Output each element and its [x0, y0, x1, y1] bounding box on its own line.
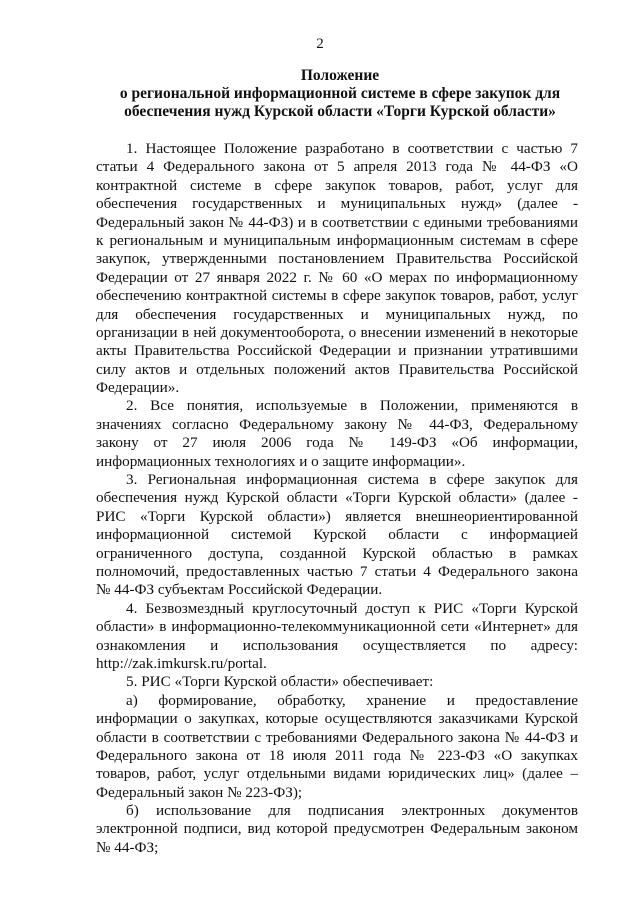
text-line: закону от 27 июля 2006 года № 149-ФЗ «Об информации,: [96, 434, 578, 452]
text-line: ограниченного доступа, созданной Курской областью в рамках: [96, 544, 578, 562]
title-line: о региональной информационной системе в сфере закупок для: [119, 85, 561, 102]
text-line: http://zak.imkursk.ru/portal.: [96, 654, 267, 672]
text-line: Федерального закона от 18 июля 2011 года № 223-ФЗ «О закупках: [96, 746, 578, 764]
text-line: товаров, работ, услуг отдельными видами юридических лиц» (далее –: [96, 765, 578, 783]
text-line: обеспечению контрактной системы в сфере закупок товаров, работ, услуг: [96, 287, 578, 305]
title-line: обеспечения нужд Курской области «Торги Курской области»: [124, 103, 556, 120]
text-line: № 44-ФЗ;: [96, 838, 159, 856]
text-line: обеспечения государственных и муниципальных нужд» (далее -: [96, 195, 578, 213]
text-line: области» в информационно-телекоммуникационной сети «Интернет» для: [96, 618, 578, 636]
text-line: обеспечения нужд Курской области «Торги Курской области» (далее -: [96, 489, 578, 507]
text-line: а) формирование, обработку, хранение и предоставление: [126, 691, 578, 709]
text-line: информации о закупках, которые осуществляются заказчиками Курской: [96, 710, 578, 728]
text-line: области в соответствии с требованиями Федерального закона № 44-ФЗ и: [96, 728, 578, 746]
text-line: ознакомления и использования осуществляется по адресу:: [96, 636, 578, 654]
text-line: 5. РИС «Торги Курской области» обеспечивает:: [126, 673, 434, 691]
text-line: информационных технологиях и о защите информации».: [96, 452, 466, 470]
document-title: [95, 67, 585, 121]
text-line: организации в ней документооборота, о внесении изменений в некоторые: [96, 323, 578, 341]
page-number: 2: [316, 36, 324, 52]
text-line: значениях согласно Федеральному закону № 44-ФЗ, Федеральному: [96, 415, 578, 433]
text-line: Федерации от 27 января 2022 г. № 60 «О мерах по информационному: [96, 268, 578, 286]
text-line: Федерации».: [96, 379, 180, 397]
text-line: закупок, утвержденными постановлением Правительства Российской: [96, 250, 578, 268]
text-line: Федеральный закон № 44-ФЗ) и в соответствии с едиными требованиями: [96, 213, 578, 231]
text-line: силу актов и отдельных положений актов Правительства Российской: [96, 360, 578, 378]
text-line: полномочий, предоставленных частью 7 статьи 4 Федерального закона: [96, 562, 578, 580]
text-line: статьи 4 Федерального закона от 5 апреля 2013 года № 44-ФЗ «О: [96, 158, 578, 176]
text-line: акты Правительства Российской Федерации и признании утратившими: [96, 342, 578, 360]
document-body: [96, 140, 578, 857]
text-line: 2. Все понятия, используемые в Положении, применяются в: [126, 397, 578, 415]
text-line: информационной системой Курской области с информацией: [96, 526, 578, 544]
text-line: к региональным и муниципальным информационным системам в сфере: [96, 231, 578, 249]
text-line: электронной подписи, вид которой предусмотрен Федеральным законом: [96, 820, 578, 838]
title-line: Положение: [300, 67, 380, 84]
text-line: 3. Региональная информационная система в сфере закупок для: [126, 471, 578, 489]
text-line: б) использование для подписания электронных документов: [126, 802, 578, 820]
text-line: 4. Безвозмездный круглосуточный доступ к РИС «Торги Курской: [126, 599, 578, 617]
text-line: контрактной системе в сфере закупок товаров, работ, услуг для: [96, 176, 578, 194]
text-line: Федеральный закон № 223-ФЗ);: [96, 783, 303, 801]
text-line: РИС «Торги Курской области») является внешнеориентированной: [96, 507, 578, 525]
text-line: для обеспечения государственных и муниципальных нужд, по: [96, 305, 578, 323]
text-line: № 44-ФЗ субъектам Российской Федерации.: [96, 581, 383, 599]
text-line: 1. Настоящее Положение разработано в соответствии с частью 7: [126, 140, 578, 157]
